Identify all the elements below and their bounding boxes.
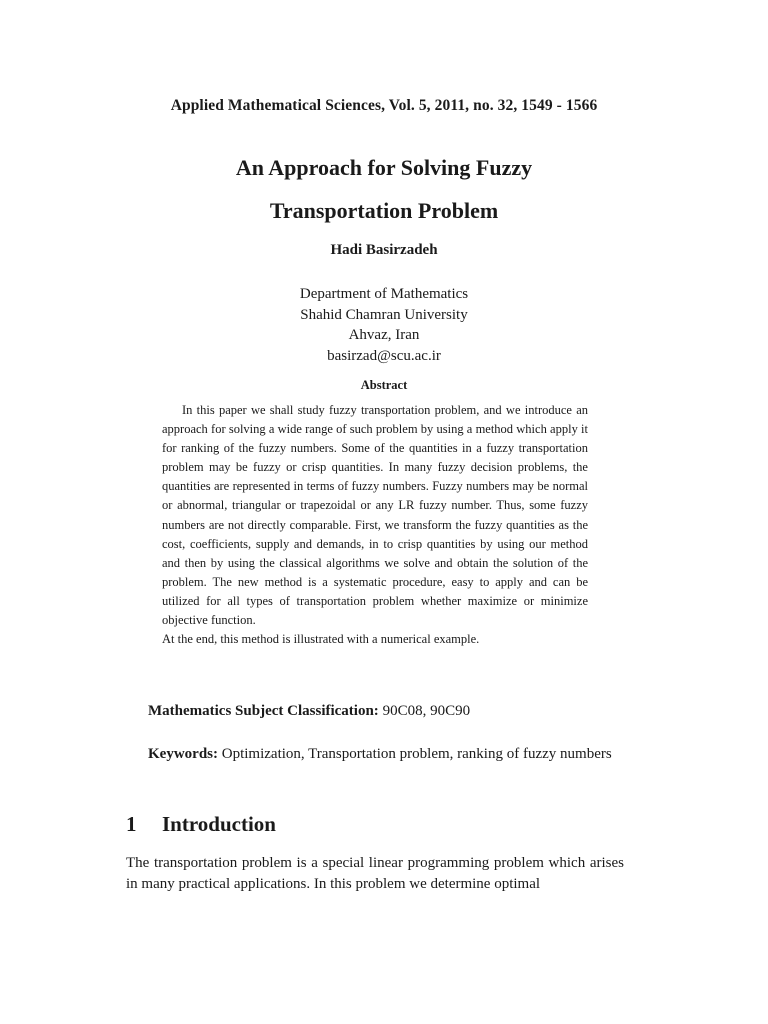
affiliation-location: Ahvaz, Iran [348,327,420,343]
introduction-paragraph: The transportation problem is a special linear programming problem which arises in many practical applications. In this problem we determine optimal [126,855,624,892]
journal-citation: Applied Mathematical Sciences, Vol. 5, 2011, no. 32, 1549 - 1566 [170,97,598,114]
affiliation-department: Department of Mathematics [299,286,469,302]
paper-title-line-2: Transportation Problem [269,198,499,223]
section-title: Introduction [162,812,276,836]
section-number: 1 [126,812,137,836]
affiliation-block [0,284,768,366]
abstract-paragraph-1: In this paper we shall study fuzzy transportation problem, and we introduce an approach for solving a wide range of such problem by using a method which apply it for ranking of the fuzzy numbers. Some of the quantities in a fuzzy transportation problem may be fuzzy or crisp quantities. In many fuzzy decision problems, the quantities are represented in terms of fuzzy numbers. Fuzzy numbers may be normal or abnormal, triangular or trapezoidal or any LR fuzzy number. Thus, some fuzzy numbers are not directly comparable. First, we transform the fuzzy quantities as the cost, coefficients, supply and demands, in to crisp quantities by using our method and then by using the classical algorithms we solve and obtain the solution of the problem. The new method is a systematic procedure, easy to apply and can be utilized for all types of transportation problem whether maximize or minimize objective function. [162,403,588,628]
keywords-label: Keywords: [148,746,218,762]
keywords [126,744,624,765]
affiliation-university: Shahid Chamran University [300,306,468,323]
section-heading-introduction [126,812,276,837]
abstract-paragraph-2: At the end, this method is illustrated with a numerical example. [162,632,480,647]
abstract-body [162,401,588,649]
abstract-heading: Abstract [360,378,408,392]
msc-label: Mathematics Subject Classification: [148,703,379,719]
msc-value: 90C08, 90C90 [382,703,471,719]
subject-classification [148,703,628,720]
paper-title-line-1: An Approach for Solving Fuzzy [235,155,533,180]
keywords-value: Optimization, Transportation problem, ranking of fuzzy numbers [221,746,612,762]
author-name: Hadi Basirzadeh [330,242,438,258]
author-email[interactable]: basirzad@scu.ac.ir [327,347,441,364]
